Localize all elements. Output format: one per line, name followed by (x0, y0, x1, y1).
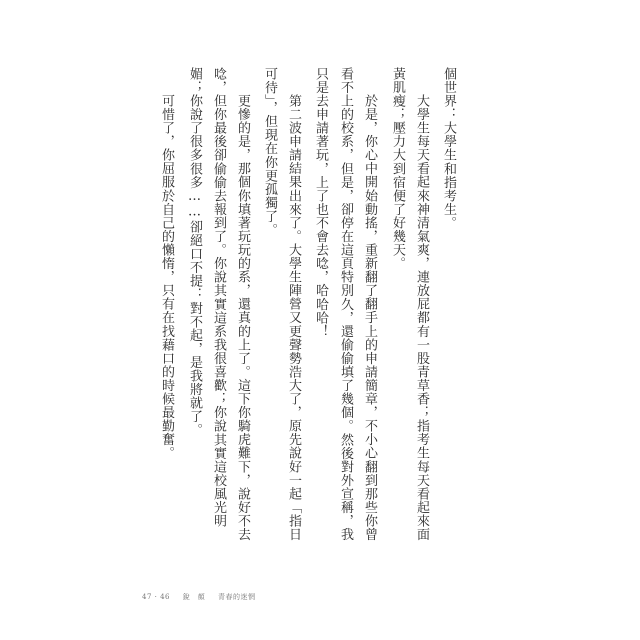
page-footer (142, 592, 265, 602)
text-column-2: 大學生每天看起來神清氣爽，連放屁都有一股青草香；指考生每天看起來面 (414, 94, 429, 542)
text-column-4: 於是，你心中開始動搖，重新翻了翻手上的申請簡章，不小心翻到那些你曾 (362, 94, 377, 542)
text-column-5: 看不上的校系，但是，卻停在這頁特別久，還偷偷填了幾個。然後對外宣稱，我 (338, 67, 353, 542)
text-column-9: 更慘的是，那個你填著玩玩的系，還真的上了。這下你騎虎難下，說好不去 (235, 94, 250, 542)
page-numbers: 47 · 46 (142, 593, 170, 601)
text-column-8: 可待」，但現在你更孤獨了。 (262, 67, 277, 237)
text-column-1: 個世界：大學生和指考生。 (441, 67, 456, 230)
text-column-11: 媚；你說了很多很多……卻絕口不提：對不起，是我將就了。 (187, 67, 202, 437)
text-column-6: 只是去申請著玩，上了也不會去唸，哈哈哈！ (313, 67, 328, 338)
text-column-7: 第二波申請結果出來了。大學生陣營又更聲勢浩大了，原先說好一起「指日 (286, 94, 301, 542)
text-column-10: 唸，但你最後卻偷偷去報到了。你說其實這系我很喜歡；你說其實這校風光明 (211, 67, 226, 528)
text-column-12: 可惜了，你屈服於自己的懶惰，只有在找藉口的時候最勤奮。 (159, 94, 174, 460)
author-name: 銳 顏 (182, 593, 206, 601)
text-column-3: 黃肌瘦；壓力大到宿便了好幾天。 (390, 67, 405, 271)
book-title: 青春的迷惘 (217, 593, 256, 601)
